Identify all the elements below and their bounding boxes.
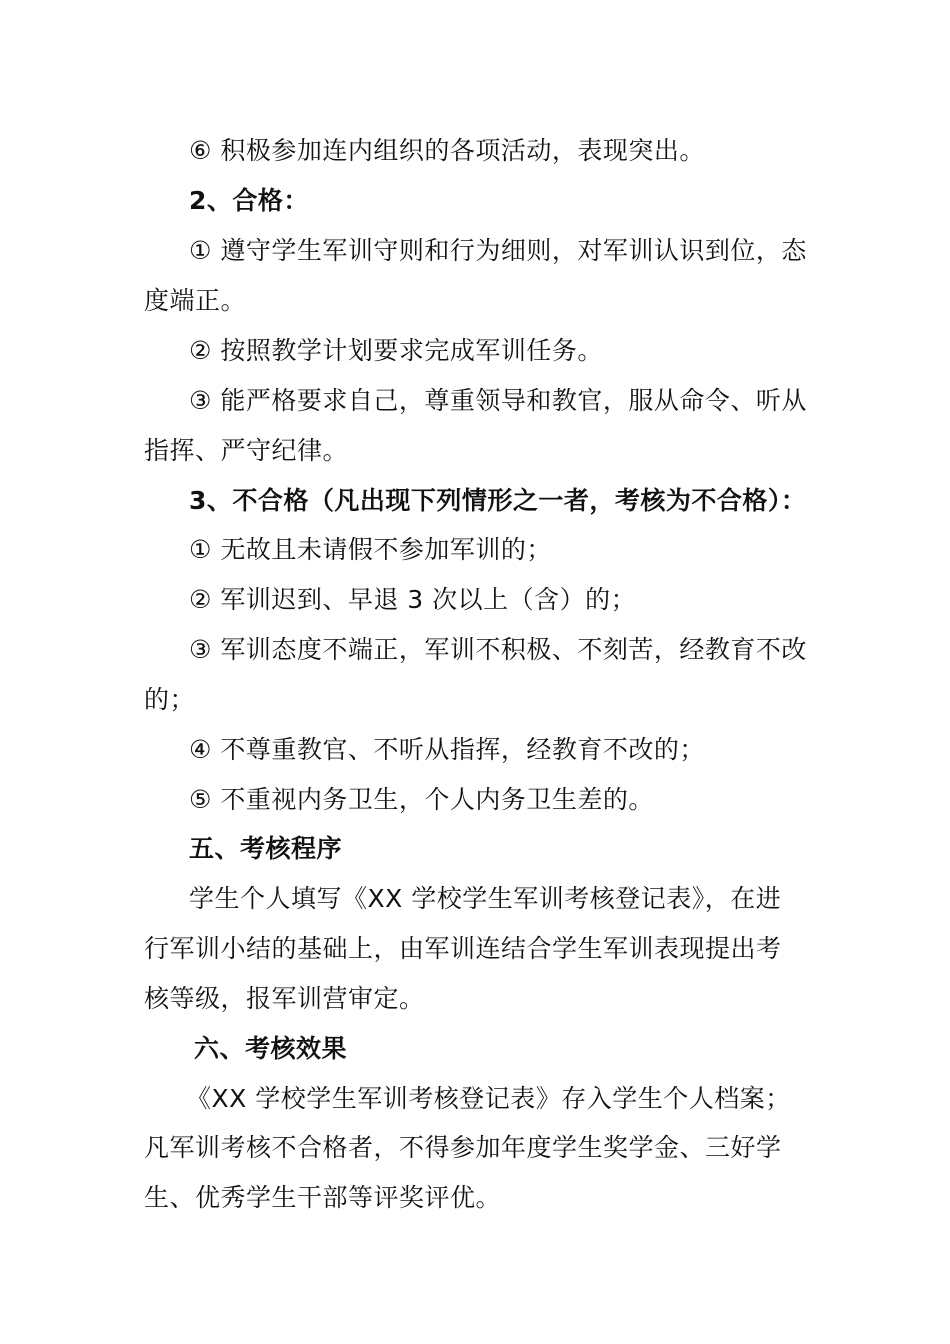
pass-item-1-continuation: 度端正。: [144, 286, 247, 315]
section-6-paragraph-line-3: 生、优秀学生干部等评奖评优。: [144, 1183, 502, 1212]
fail-item-1-text: ① 无故且未请假不参加军训的；: [189, 535, 552, 564]
section-5-paragraph-line-2: 行军训小结的基础上，由军训连结合学生军训表现提出考: [144, 934, 782, 963]
heading-pass: 2、合格：: [189, 186, 309, 215]
fail-item-4-text: ④ 不尊重教官、不听从指挥，经教育不改的；: [189, 735, 705, 764]
section-5-heading: 五、考核程序: [189, 834, 343, 863]
pass-item-2-text: ② 按照教学计划要求完成军训任务。: [189, 336, 603, 365]
pass-item-1-text: ① 遵守学生军训守则和行为细则，对军训认识到位，态: [189, 236, 807, 265]
fail-item-3-continuation: 的；: [144, 685, 196, 714]
heading-fail: 3、不合格（凡出现下列情形之一者，考核为不合格）：: [189, 486, 807, 515]
section-6-paragraph-line-1: 《XX 学校学生军训考核登记表》存入学生个人档案；: [186, 1084, 791, 1113]
fail-item-5-text: ⑤ 不重视内务卫生，个人内务卫生差的。: [189, 785, 654, 814]
pass-item-3-continuation: 指挥、严守纪律。: [144, 436, 349, 465]
fail-item-2-text: ② 军训迟到、早退 3 次以上（含）的；: [189, 585, 637, 614]
section-5-paragraph-line-1: 学生个人填写《XX 学校学生军训考核登记表》，在进: [189, 884, 782, 913]
section-6-paragraph-line-2: 凡军训考核不合格者，不得参加年度学生奖学金、三好学: [144, 1133, 782, 1162]
pass-item-3-text: ③ 能严格要求自己，尊重领导和教官，服从命令、听从: [189, 386, 807, 415]
section-6-heading: 六、考核效果: [194, 1034, 348, 1063]
item-6-text: ⑥ 积极参加连内组织的各项活动，表现突出。: [189, 136, 705, 165]
fail-item-3-text: ③ 军训态度不端正，军训不积极、不刻苦，经教育不改: [189, 635, 807, 664]
section-5-paragraph-line-3: 核等级，报军训营审定。: [144, 984, 425, 1013]
